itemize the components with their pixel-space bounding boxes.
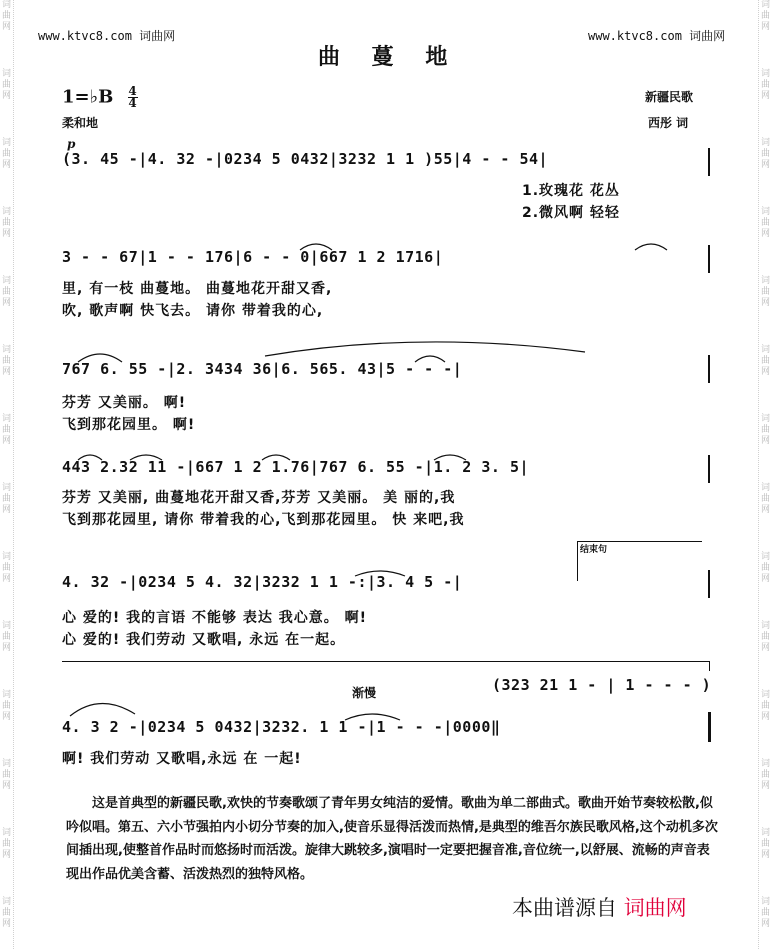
watermark-text: 词曲网 [1,621,11,653]
watermark-text: 词曲网 [760,207,770,239]
score-row-2-lyric-2: 吹, 歌声啊 快飞去。 请你 带着我的心, [62,303,324,319]
site-url-left[interactable]: www.ktvc8.com 词曲网 [38,29,176,43]
score-row-2-notes: 3 - - 67|1 - - 176|6 - - 0|667 1 2 1716| [62,248,444,266]
watermark-text: 词曲网 [1,345,11,377]
watermark-text: 词曲网 [1,276,11,308]
watermark-text: 词曲网 [760,483,770,515]
watermark-text: 词曲网 [1,69,11,101]
tempo-marking: 柔和地 [62,116,99,130]
watermark-text: 词曲网 [760,621,770,653]
final-barline [708,712,711,742]
left-watermark-strip [0,0,14,949]
score-row-3-lyric-2: 飞到那花园里。 啊! [62,417,196,433]
watermark-text: 词曲网 [760,552,770,584]
watermark-text: 词曲网 [760,0,770,32]
dynamic-marking: p [67,137,76,151]
score-row-4-lyric-1: 芬芳 又美丽, 曲蔓地花开甜又香,芬芳 又美丽。 美 丽的,我 [62,490,456,506]
watermark-text: 词曲网 [760,690,770,722]
song-title: 曲 蔓 地 [318,45,460,70]
score-row-5-lyric-2: 心 爱的! 我们劳动 又歌唱, 永远 在一起。 [62,632,346,648]
watermark-text: 词曲网 [760,69,770,101]
score-row-3-notes: 767 6. 55 -|2. 3434 36|6. 565. 43|5 - - -| [62,360,463,378]
score-row-1-notes: (3. 45 -|4. 32 -|0234 5 0432|3232 1 1 )55|4 - - 54| [62,150,549,168]
time-top: 4 [128,84,137,98]
key-label: 1=♭B [62,86,114,108]
watermark-text: 词曲网 [1,759,11,791]
time-signature [128,86,138,109]
source-site[interactable]: 词曲网 [623,896,687,920]
ending-bracket [577,541,702,581]
watermark-text: 词曲网 [1,897,11,929]
score-row-4-notes: 443 2.32 11 -|667 1 2 1.76|767 6. 55 -|1. 2 3. 5| [62,458,530,476]
watermark-text: 词曲网 [1,138,11,170]
song-description: 这是首典型的新疆民歌,欢快的节奏歌颂了青年男女纯洁的爱情。歌曲为单二部曲式。歌曲开始节奏较松散,似吟似唱。第五、六小节强拍内小切分节奏的加入,使音乐显得活泼而热情,是典型的维吾尔族民歌风格,这个动机多次间插出现,使整首作品时而悠扬时而活泼。旋律大跳较多,演唱时一定要把握音准,音位统一,以舒展、流畅的声音表现出作品优美含蓄、活泼热烈的独特风格。 [66,796,718,882]
barline [708,148,710,176]
barline [708,570,710,598]
watermark-text: 词曲网 [760,759,770,791]
score-row-1-lyric-2: 2.微风啊 轻轻 [522,205,620,221]
barline [708,455,710,483]
watermark-text: 词曲网 [1,483,11,515]
watermark-text: 词曲网 [1,828,11,860]
watermark-text: 词曲网 [760,138,770,170]
score-row-6-notes: 4. 3 2 -|0234 5 0432|3232. 1 1 -|1 - - -|0000‖ [62,718,501,736]
watermark-text: 词曲网 [760,828,770,860]
lyricist-credit: 西彤 词 [648,116,689,130]
score-row-3-lyric-1: 芬芳 又美丽。 啊! [62,395,187,411]
ending-label: 结束句 [580,545,608,555]
right-watermark-strip [758,0,772,949]
system-separator [62,661,709,662]
ossia-notes: (323 21 1 - | 1 - - - ) [492,676,712,694]
song-origin: 新疆民歌 [645,90,694,104]
watermark-text: 词曲网 [760,276,770,308]
score-row-6-lyric-1: 啊! 我们劳动 又歌唱,永远 在 一起! [62,751,302,767]
barline [708,355,710,383]
score-row-5-lyric-1: 心 爱的! 我的言语 不能够 表达 我心意。 啊! [62,610,368,626]
watermark-text: 词曲网 [1,690,11,722]
score-row-4-lyric-2: 飞到那花园里, 请你 带着我的心,飞到那花园里。 快 来吧,我 [62,512,465,528]
source-prefix: 本曲谱源自 [512,896,617,920]
source-credit [512,892,687,922]
watermark-text: 词曲网 [1,0,11,32]
tempo-change: 渐慢 [352,686,377,700]
watermark-text: 词曲网 [1,414,11,446]
barline [708,245,710,273]
watermark-text: 词曲网 [760,897,770,929]
score-row-2-lyric-1: 里, 有一枝 曲蔓地。 曲蔓地花开甜又香, [62,281,333,297]
score-row-5-notes: 4. 32 -|0234 5 4. 32|3232 1 1 -:|3. 4 5 -| [62,573,463,591]
watermark-text: 词曲网 [760,414,770,446]
separator-end-tick [709,661,710,671]
watermark-text: 词曲网 [1,207,11,239]
time-bottom: 4 [128,96,137,110]
watermark-text: 词曲网 [1,552,11,584]
score-row-1-lyric-1: 1.玫瑰花 花丛 [522,183,620,199]
watermark-text: 词曲网 [760,345,770,377]
site-url-right[interactable]: www.ktvc8.com 词曲网 [588,29,726,43]
key-signature [62,86,138,109]
